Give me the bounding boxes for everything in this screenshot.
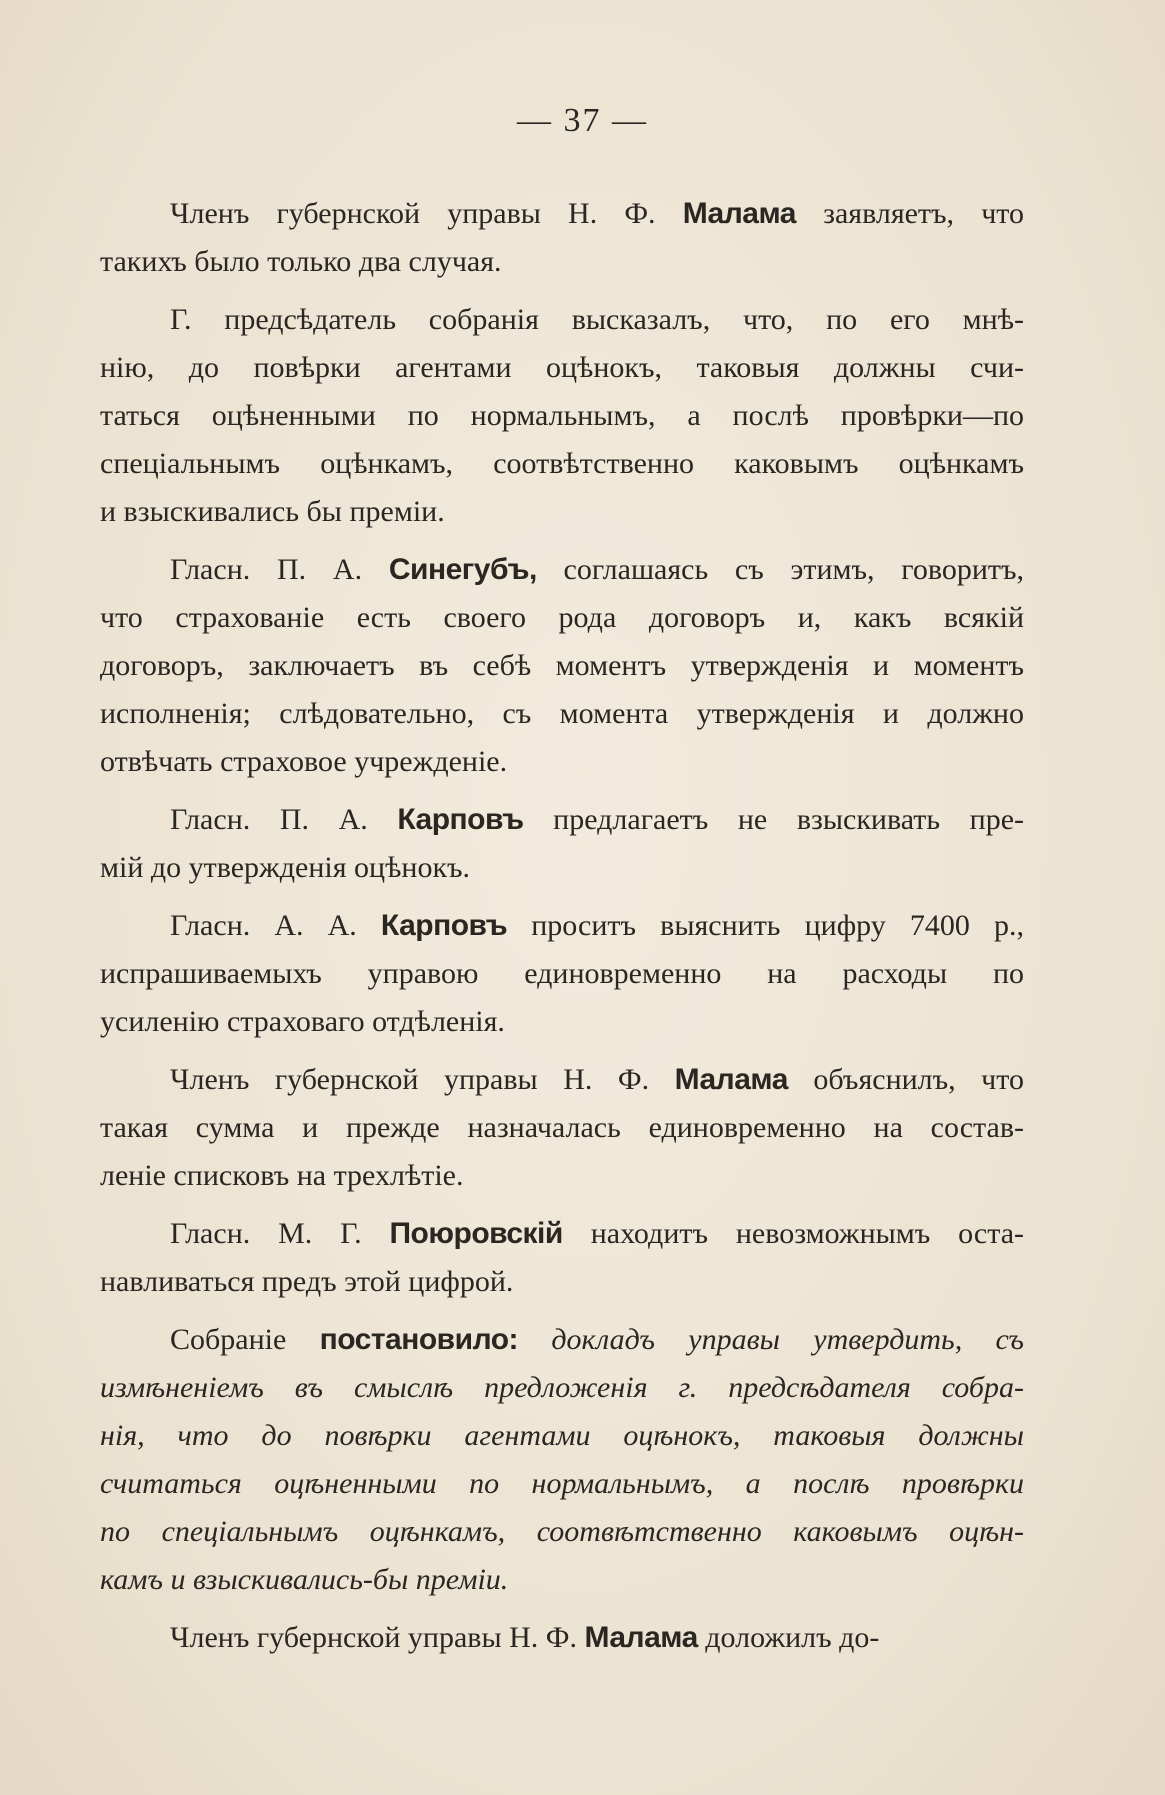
text-line — [100, 392, 1024, 440]
text-line — [100, 950, 1024, 998]
line-text: спеціальнымъ оцѣнкамъ, соотвѣтственно каковымъ оцѣнкамъ — [100, 447, 1024, 480]
speaker-name: постановило: — [319, 1323, 519, 1356]
line-text-continued: объяснилъ, что — [787, 1063, 1024, 1096]
line-text: навливаться предъ этой цифрой. — [100, 1265, 514, 1298]
text-line — [100, 690, 1024, 738]
paragraph — [100, 1056, 1024, 1200]
text-line — [100, 1152, 1024, 1200]
line-text: Членъ губернской управы Н. Ф. — [170, 1621, 585, 1654]
text-line — [100, 1364, 1024, 1412]
text-line — [100, 1508, 1024, 1556]
line-text-continued: доложилъ до- — [697, 1621, 880, 1654]
paragraph-gap — [100, 1604, 1024, 1614]
text-line — [100, 1460, 1024, 1508]
paragraph — [100, 546, 1024, 786]
paragraph — [100, 1614, 1024, 1662]
paragraph-gap — [100, 1306, 1024, 1316]
line-text: нія, что до повѣрки агентами оцѣнокъ, таковыя должны — [100, 1419, 1024, 1452]
speaker-name: Синегубъ, — [388, 553, 537, 586]
line-text-continued: докладъ управы утвердить, съ — [518, 1323, 1025, 1356]
line-text: Членъ губернской управы Н. Ф. — [170, 1063, 675, 1096]
line-text: усиленію страховаго отдѣленія. — [100, 1005, 505, 1038]
text-line — [100, 1614, 1024, 1662]
line-text: леніе списковъ на трехлѣтіе. — [100, 1159, 464, 1192]
text-line — [100, 440, 1024, 488]
paragraph-gap — [100, 786, 1024, 796]
line-text: договоръ, заключаетъ въ себѣ моментъ утвержденія и моментъ — [100, 649, 1024, 682]
text-line — [100, 1258, 1024, 1306]
line-text: нію, до повѣрки агентами оцѣнокъ, таковыя должны счи- — [100, 351, 1024, 384]
text-line — [100, 296, 1024, 344]
text-line — [100, 642, 1024, 690]
text-line — [100, 1210, 1024, 1258]
line-text: что страхованіе есть своего рода договоръ и, какъ всякій — [100, 601, 1024, 634]
line-text: такихъ было только два случая. — [100, 245, 502, 278]
text-line — [100, 344, 1024, 392]
text-line — [100, 190, 1024, 238]
paragraph — [100, 190, 1024, 286]
speaker-name: Малама — [682, 197, 796, 230]
speaker-name: Карповъ — [397, 803, 524, 836]
speaker-name: Карповъ — [380, 909, 508, 942]
line-text: Гласн. П. А. — [170, 803, 398, 836]
line-text-continued: соглашаясь съ этимъ, говоритъ, — [536, 553, 1024, 586]
line-text: исполненія; слѣдовательно, съ момента утвержденія и должно — [100, 697, 1024, 730]
paragraph — [100, 796, 1024, 892]
speaker-name: Поюровскій — [389, 1217, 563, 1250]
line-text: Гласн. М. Г. — [170, 1217, 390, 1250]
text-line — [100, 1316, 1024, 1364]
text-line — [100, 1056, 1024, 1104]
line-text: Собраніе — [170, 1323, 320, 1356]
speaker-name: Малама — [674, 1063, 788, 1096]
line-text: по спеціальнымъ оцѣнкамъ, соотвѣтственно каковымъ оцѣн- — [100, 1515, 1024, 1548]
text-line — [100, 1412, 1024, 1460]
line-text: отвѣчать страховое учрежденіе. — [100, 745, 508, 778]
line-text: таться оцѣненными по нормальнымъ, а послѣ провѣрки—по — [100, 399, 1024, 432]
body-text — [100, 190, 1024, 1662]
line-text: такая сумма и прежде назначалась единовременно на состав- — [100, 1111, 1024, 1144]
speaker-name: Малама — [584, 1621, 698, 1654]
line-text: Гласн. П. А. — [170, 553, 389, 586]
text-line — [100, 594, 1024, 642]
line-text: считаться оцѣненными по нормальнымъ, а послѣ провѣрки — [100, 1467, 1024, 1500]
line-text: Г. предсѣдатель собранія высказалъ, что, по его мнѣ- — [170, 303, 1024, 336]
line-text-continued: заявляетъ, что — [795, 197, 1024, 230]
paragraph — [100, 296, 1024, 536]
text-line — [100, 1104, 1024, 1152]
text-line — [100, 796, 1024, 844]
line-text: Гласн. А. А. — [170, 909, 381, 942]
paragraph-gap — [100, 1200, 1024, 1210]
text-line — [100, 738, 1024, 786]
text-line — [100, 1556, 1024, 1604]
line-text: измѣненіемъ въ смыслѣ предложенія г. предсѣдателя собра- — [100, 1371, 1024, 1404]
text-line — [100, 546, 1024, 594]
text-line — [100, 488, 1024, 536]
text-line — [100, 844, 1024, 892]
line-text: испрашиваемыхъ управою единовременно на расходы по — [100, 957, 1024, 990]
text-line — [100, 238, 1024, 286]
paragraph-gap — [100, 892, 1024, 902]
line-text-continued: проситъ выяснить цифру 7400 р., — [507, 909, 1024, 942]
line-text: Членъ губернской управы Н. Ф. — [170, 197, 683, 230]
line-text-continued: предлагаетъ не взыскивать пре- — [523, 803, 1025, 836]
paragraph-gap — [100, 286, 1024, 296]
line-text: мій до утвержденія оцѣнокъ. — [100, 851, 471, 884]
paragraph — [100, 1210, 1024, 1306]
line-text: камъ и взыскивались-бы преміи. — [100, 1563, 509, 1596]
paragraph — [100, 1316, 1024, 1604]
paragraph — [100, 902, 1024, 1046]
line-text: и взыскивались бы преміи. — [100, 495, 445, 528]
page-number: — 37 — — [517, 102, 648, 139]
line-text-continued: находитъ невозможнымъ оста- — [562, 1217, 1024, 1250]
paragraph-gap — [100, 536, 1024, 546]
paragraph-gap — [100, 1046, 1024, 1056]
text-line — [100, 902, 1024, 950]
text-line — [100, 998, 1024, 1046]
